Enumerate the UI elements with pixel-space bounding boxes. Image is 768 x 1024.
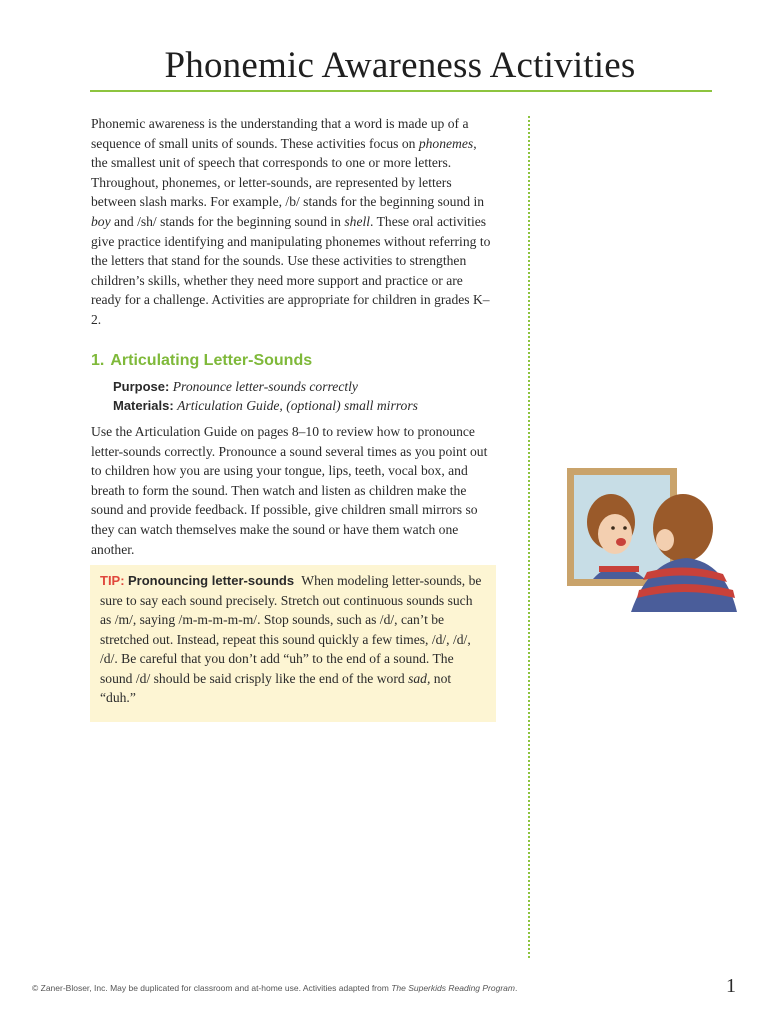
tip-tag: TIP:: [100, 573, 125, 588]
tip-text: [90, 565, 496, 708]
intro-term-shell: shell: [344, 213, 371, 229]
purpose-label: Purpose:: [113, 379, 170, 394]
section-heading: [91, 352, 312, 370]
tip-body-2: not “duh.”: [100, 670, 452, 705]
page-title: Phonemic Awareness Activities: [164, 45, 636, 86]
reflection-mouth: [616, 538, 626, 546]
footer-program: The Superkids Reading Program: [391, 983, 515, 993]
section-title: Articulating Letter-Sounds: [110, 352, 313, 369]
column-divider: [528, 116, 530, 958]
intro-term-phonemes: phonemes: [418, 135, 474, 151]
page-footer: [32, 983, 517, 993]
section-number: 1.: [91, 352, 105, 369]
child-ear: [656, 529, 674, 551]
child-at-mirror-illustration: [563, 466, 739, 612]
page-number: 1: [726, 975, 736, 997]
materials-label: Materials:: [113, 398, 174, 413]
intro-text-3: and /sh/ stands for the beginning sound in: [110, 213, 345, 229]
child-hair: [653, 494, 713, 562]
footer-end: .: [514, 983, 518, 993]
purpose-value: Pronounce letter-sounds correctly: [172, 379, 358, 394]
intro-text-1: Phonemic awareness is the understanding that a word is made up of a sequence of small units of sounds. These activities focus on: [91, 116, 469, 151]
tip-term-sad: sad,: [408, 670, 431, 686]
intro-text-2: , the smallest unit of speech that corresponds to one or more letters. Throughout, phonemes, or letter-sounds, are represented by letters between slash marks. For example, /b/ stands for the beginning sound in: [91, 135, 485, 210]
intro-paragraph: [91, 114, 496, 330]
intro-term-boy: boy: [91, 213, 111, 229]
tip-box: [90, 565, 496, 722]
intro-text-4: . These oral activities give practice identifying and manipulating phonemes without referring to the letters that stand for the sounds. Use these activities to strengthen children’s skills, whether they need more support and practice or are ready for a challenge. Activities are appropriate for children in grades K–2.: [91, 213, 491, 327]
reflection-face: [598, 514, 632, 554]
footer-copyright: © Zaner-Bloser, Inc. May be duplicated for classroom and at-home use. Activities adapted from: [32, 983, 392, 993]
tip-heading: Pronouncing letter-sounds: [127, 573, 295, 588]
title-divider: [90, 90, 712, 92]
purpose-line: [113, 377, 418, 396]
activity-meta: [113, 377, 418, 415]
materials-value: Articulation Guide, (optional) small mirrors: [177, 398, 418, 413]
section-body: Use the Articulation Guide on pages 8–10 to review how to pronounce letter-sounds correctly. Pronounce a sound several times as you point out to children how you are using your tongue, lips, teeth, vocal box, and breath to form the sound. Then watch and listen as children make the sound and provide feedback. If possible, give children small mirrors so they can watch themselves make the sound or have them watch one another.: [91, 424, 488, 557]
materials-line: [113, 396, 418, 415]
tip-body-1: When modeling letter-sounds, be sure to say each sound precisely. Stretch out continuous sounds such as /m/, saying /m-m-m-m-m/. Stop sounds, such as /d/, can’t be stretched out. Instead, repeat this sound quickly a few times, /d/, /d/, /d/. Be careful that you don’t add “uh” to the end of a sound. The sound /d/ should be said crisply like the end of the word: [100, 573, 482, 686]
